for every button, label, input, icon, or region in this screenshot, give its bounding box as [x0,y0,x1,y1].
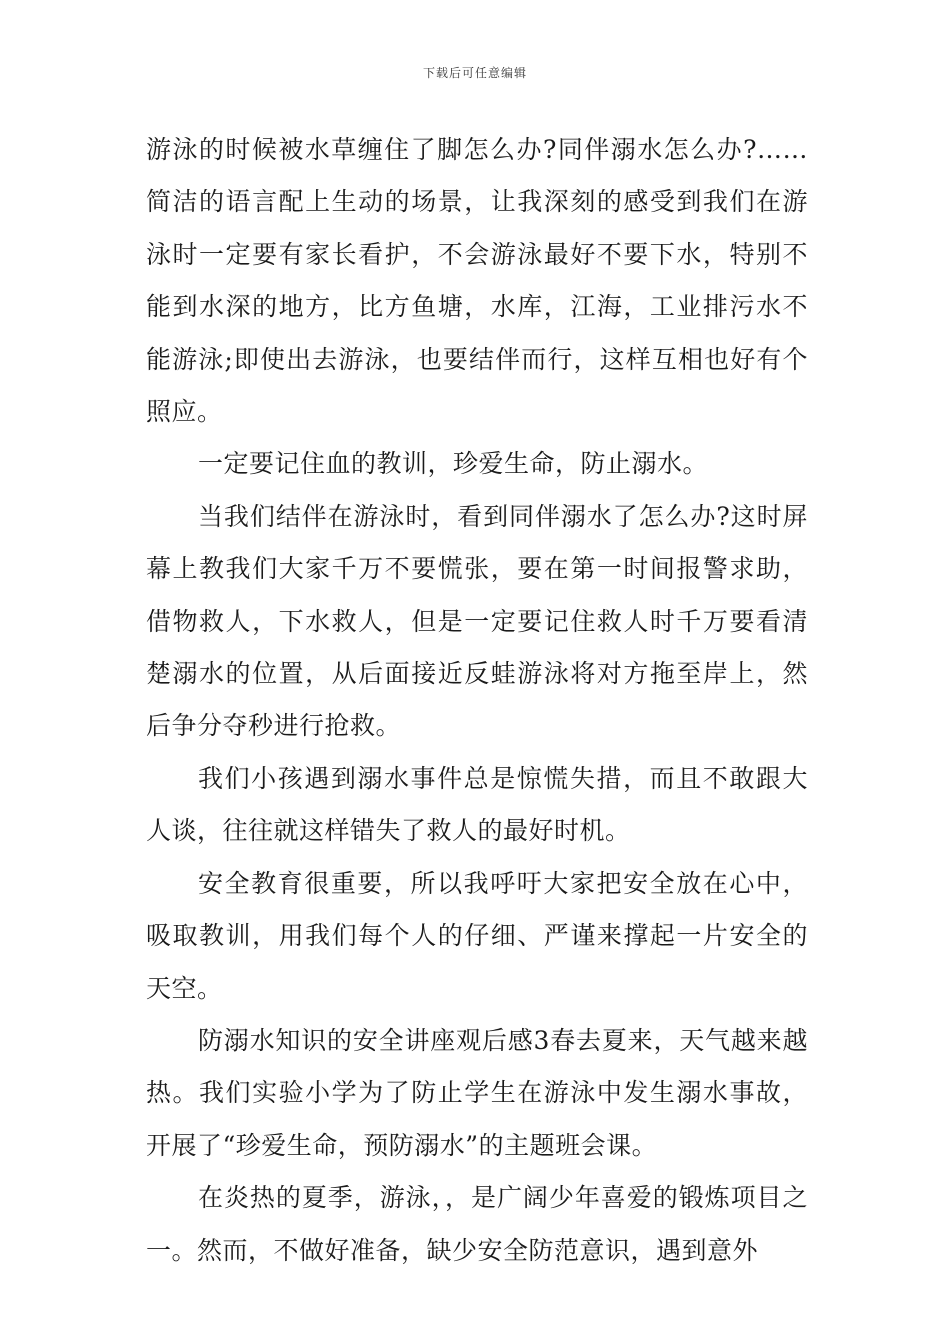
page-header-note: 下载后可任意编辑 [422,66,527,80]
document-body [146,124,808,1277]
paragraph: 一定要记住血的教训，珍爱生命，防止溺水。 [198,449,709,479]
paragraph: 安全教育很重要，所以我呼吁大家把安全放在心中，吸取教训，用我们每个人的仔细、严谨来撑起一片安全的天空。 [146,868,808,1003]
paragraph: 在炎热的夏季，游泳，，是广阔少年喜爱的锻炼项目之一。然而，不做好准备，缺少安全防范意识，遇到意外 [146,1183,808,1265]
paragraph: 我们小孩遇到溺水事件总是惊慌失措，而且不敢跟大人谈，往往就这样错失了救人的最好时机。 [146,763,808,846]
paragraph: 当我们结伴在游泳时，看到同伴溺水了怎么办?这时屏幕上教我们大家千万不要慌张，要在第一时间报警求助，借物救人，下水救人，但是一定要记住救人时千万要看清楚溺水的位置，从后面接近反蛙游泳将对方拖至岸上，然后争分夺秒进行抢救。 [146,501,808,741]
paragraph: 游泳的时候被水草缠住了脚怎么办?同伴溺水怎么办?……简洁的语言配上生动的场景，让我深刻的感受到我们在游泳时一定要有家长看护，不会游泳最好不要下水，特别不能到水深的地方，比方鱼塘，水库，江海，工业排污水不能游泳;即使出去游泳，也要结伴而行，这样互相也好有个照应。 [146,135,808,427]
paragraph: 防溺水知识的安全讲座观后感3春去夏来，天气越来越热。我们实验小学为了防止学生在游泳中发生溺水事故，开展了“珍爱生命，预防溺水”的主题班会课。 [146,1025,808,1160]
